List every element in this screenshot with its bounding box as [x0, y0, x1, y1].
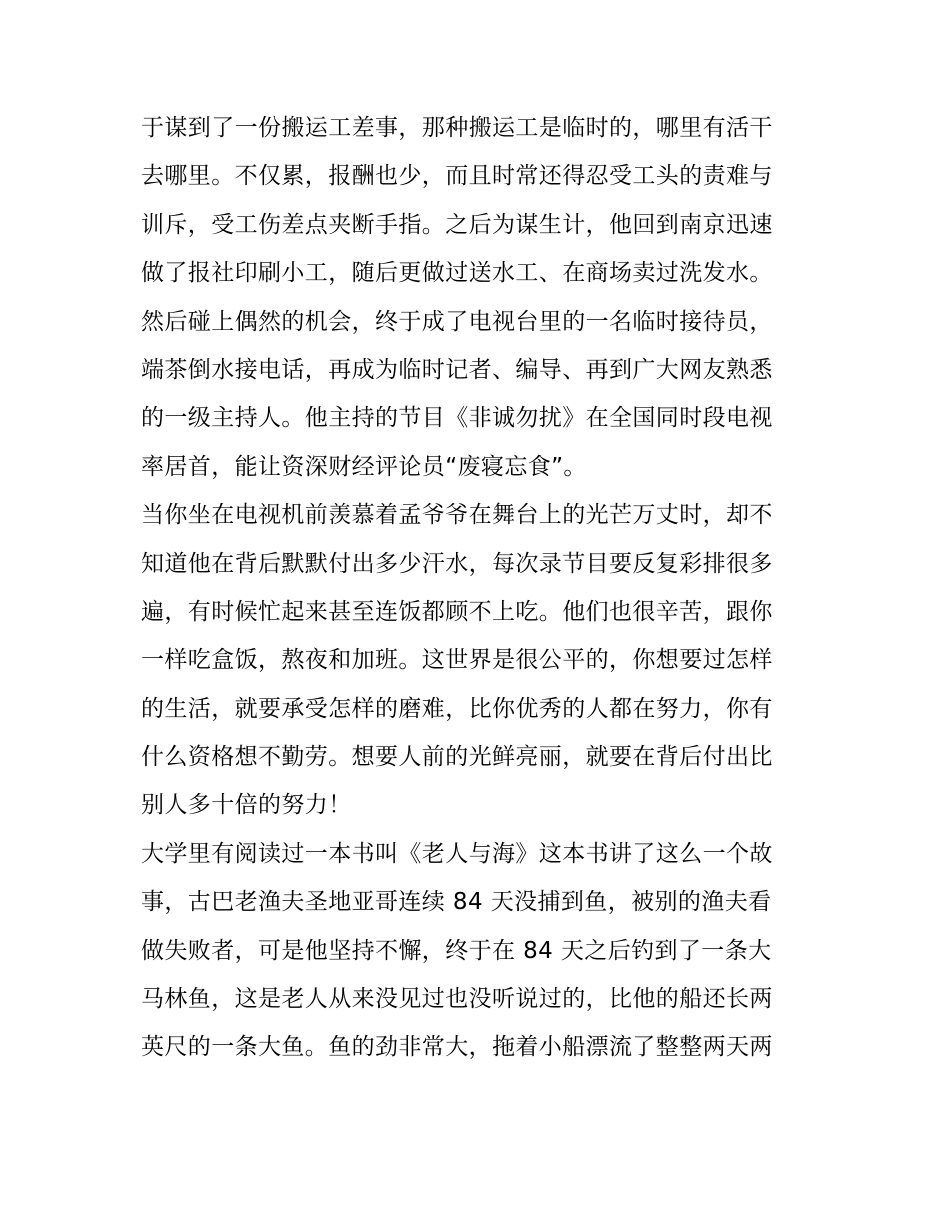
- text-line: 大学里有阅读过一本书叫《老人与海》这本书讲了这么一个故: [141, 840, 773, 867]
- text-line: 率居首，能让资深财经评论员“废寝忘食”。: [141, 453, 587, 480]
- text-line: 去哪里。不仅累，报酬也少，而且时常还得忍受工头的责难与: [141, 163, 773, 190]
- text-line: 一样吃盒饭，熬夜和加班。这世界是很公平的，你想要过怎样: [141, 647, 773, 674]
- text-line: 训斥，受工伤差点夹断手指。之后为谋生计，他回到南京迅速: [141, 211, 773, 238]
- text-line: 于谋到了一份搬运工差事，那种搬运工是临时的，哪里有活干: [141, 115, 773, 141]
- text-line: 做了报社印刷小工，随后更做过送水工、在商场卖过洗发水。: [141, 260, 773, 287]
- text-line: 做失败者，可是他坚持不懈，终于在 84 天之后钓到了一条大: [141, 937, 772, 964]
- text-line: 英尺的一条大鱼。鱼的劲非常大，拖着小船漂流了整整两天两: [141, 1034, 773, 1061]
- text-line: 的一级主持人。他主持的节目《非诚勿扰》在全国同时段电视: [141, 405, 773, 432]
- text-line: 知道他在背后默默付出多少汗水，每次录节目要反复彩排很多: [141, 550, 773, 577]
- text-line: 端茶倒水接电话，再成为临时记者、编导、再到广大网友熟悉: [141, 356, 773, 383]
- text-line: 当你坐在电视机前羡慕着孟爷爷在舞台上的光芒万丈时，却不: [141, 502, 773, 529]
- text-line: 的生活，就要承受怎样的磨难，比你优秀的人都在努力，你有: [141, 695, 773, 722]
- text-line: 别人多十倍的努力！: [141, 792, 352, 819]
- text-line: 什么资格想不勤劳。想要人前的光鲜亮丽，就要在背后付出比: [141, 744, 773, 771]
- text-line: 然后碰上偶然的机会，终于成了电视台里的一名临时接待员，: [141, 308, 773, 335]
- text-line: 遍，有时候忙起来甚至连饭都顾不上吃。他们也很辛苦，跟你: [141, 598, 773, 625]
- text-line: 马林鱼，这是老人从来没见过也没听说过的，比他的船还长两: [141, 986, 773, 1013]
- body-text: [141, 104, 821, 1072]
- text-line: 事，古巴老渔夫圣地亚哥连续 84 天没捕到鱼，被别的渔夫看: [141, 889, 772, 916]
